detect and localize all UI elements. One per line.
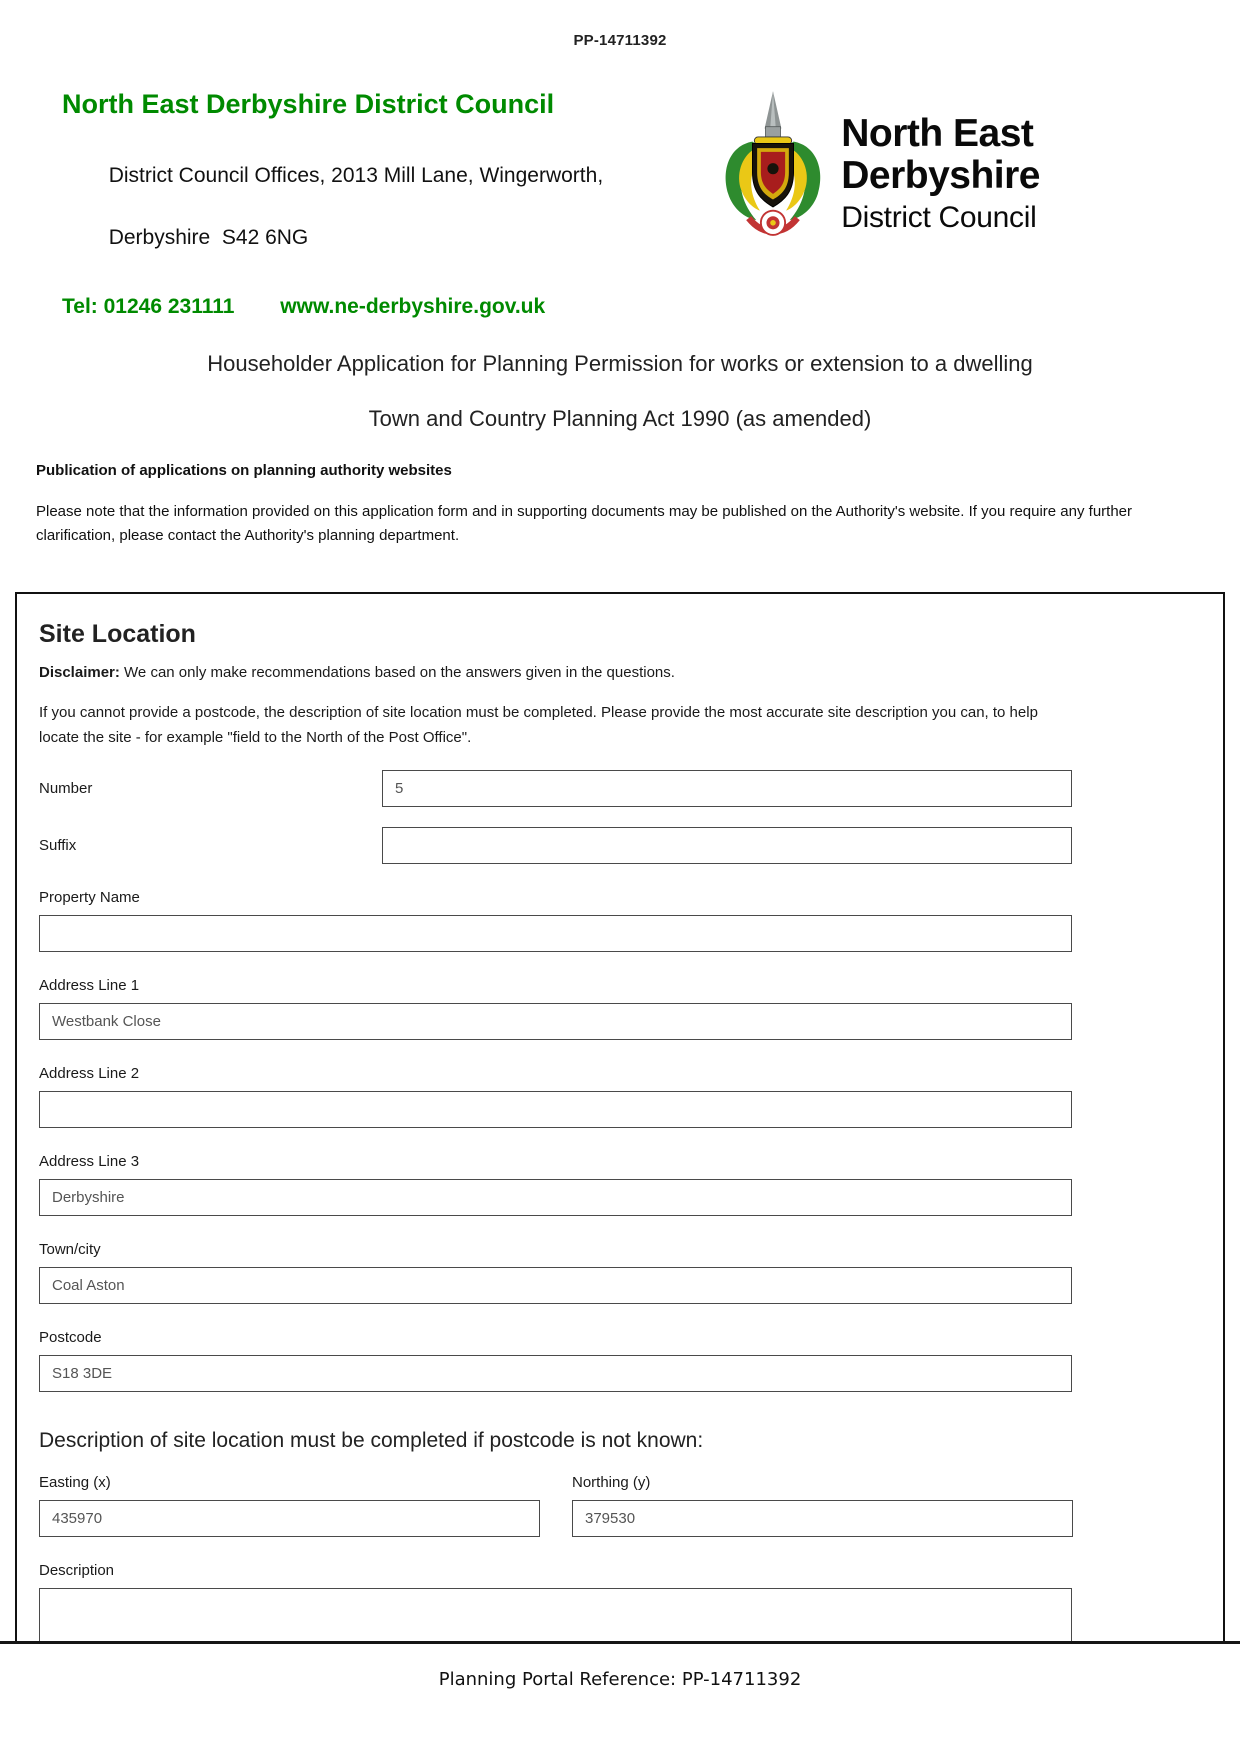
field-town-city [39, 1241, 1201, 1304]
letterhead [62, 89, 1040, 319]
address-line-1-input[interactable] [39, 1003, 1072, 1040]
address-line-2-label: Address Line 2 [39, 1065, 140, 1082]
northing-input[interactable] [572, 1500, 1073, 1537]
address-line-2-input[interactable] [39, 1091, 1072, 1128]
town-city-input[interactable] [39, 1267, 1072, 1304]
number-input[interactable] [382, 770, 1072, 807]
description-requirement-heading: Description of site location must be completed if postcode is not known: [39, 1429, 704, 1452]
number-label: Number [39, 780, 93, 797]
property-name-input[interactable] [39, 915, 1072, 952]
council-crest-icon [717, 89, 829, 239]
town-city-label: Town/city [39, 1241, 101, 1258]
suffix-input[interactable] [382, 827, 1072, 864]
postcode-instructions: If you cannot provide a postcode, the description of site location must be completed. Please provide the most accurate site description you can, to help locate the site - for example "field to the North of the Post Office". [39, 704, 1038, 746]
field-description [39, 1562, 1201, 1641]
field-number [39, 770, 1201, 807]
northing-label: Northing (y) [572, 1474, 651, 1491]
field-property-name [39, 889, 1201, 952]
publication-text: Please note that the information provided on this application form and in supporting documents may be published on the Authority's website. If you require any further clarification, please contact the Authority's planning department. [36, 503, 1133, 544]
field-suffix [39, 827, 1201, 864]
portal-reference-header: PP-14711392 [573, 32, 667, 49]
description-textarea[interactable] [39, 1588, 1072, 1641]
disclaimer-text: We can only make recommendations based on the answers given in the questions. [124, 664, 675, 681]
field-address-line-1 [39, 977, 1201, 1040]
site-location-heading: Site Location [39, 620, 196, 648]
field-northing [572, 1474, 1073, 1537]
council-address-line-2: Derbyshire S42 6NG [108, 226, 309, 249]
property-name-label: Property Name [39, 889, 140, 906]
field-easting [39, 1474, 540, 1537]
logotype-line-1: North East [841, 112, 1034, 155]
description-label: Description [39, 1562, 115, 1579]
address-line-1-label: Address Line 1 [39, 977, 140, 994]
page-break-line [0, 1641, 1240, 1644]
logotype-line-2: Derbyshire [841, 154, 1040, 197]
field-postcode [39, 1329, 1201, 1392]
easting-label: Easting (x) [39, 1474, 111, 1491]
council-logo [717, 89, 1040, 239]
council-address-block [62, 89, 603, 319]
suffix-label: Suffix [39, 837, 77, 854]
easting-input[interactable] [39, 1500, 540, 1537]
disclaimer [39, 664, 1201, 681]
address-line-3-input[interactable] [39, 1179, 1072, 1216]
council-contact [62, 295, 603, 319]
disclaimer-label: Disclaimer: [39, 664, 120, 681]
coordinates-row [39, 1474, 1201, 1537]
field-address-line-2 [39, 1065, 1201, 1128]
logotype-line-3: District Council [841, 201, 1037, 234]
postcode-input[interactable] [39, 1355, 1072, 1392]
council-name: North East Derbyshire District Council [62, 89, 555, 119]
postcode-label: Postcode [39, 1329, 102, 1346]
council-website: www.ne-derbyshire.gov.uk [280, 295, 546, 318]
publication-heading: Publication of applications on planning authority websites [36, 462, 452, 479]
document-subtitle: Town and Country Planning Act 1990 (as amended) [368, 406, 872, 431]
council-address [62, 129, 603, 284]
portal-reference-footer: Planning Portal Reference: PP-14711392 [438, 1669, 802, 1690]
council-telephone: Tel: 01246 231111 [62, 295, 235, 318]
council-logotype [841, 89, 1040, 239]
field-address-line-3 [39, 1153, 1201, 1216]
site-location-section [15, 592, 1225, 1641]
council-address-line-1: District Council Offices, 2013 Mill Lane, Wingerworth, [108, 164, 604, 187]
document-title: Householder Application for Planning Permission for works or extension to a dwelling [207, 351, 1033, 376]
address-line-3-label: Address Line 3 [39, 1153, 140, 1170]
